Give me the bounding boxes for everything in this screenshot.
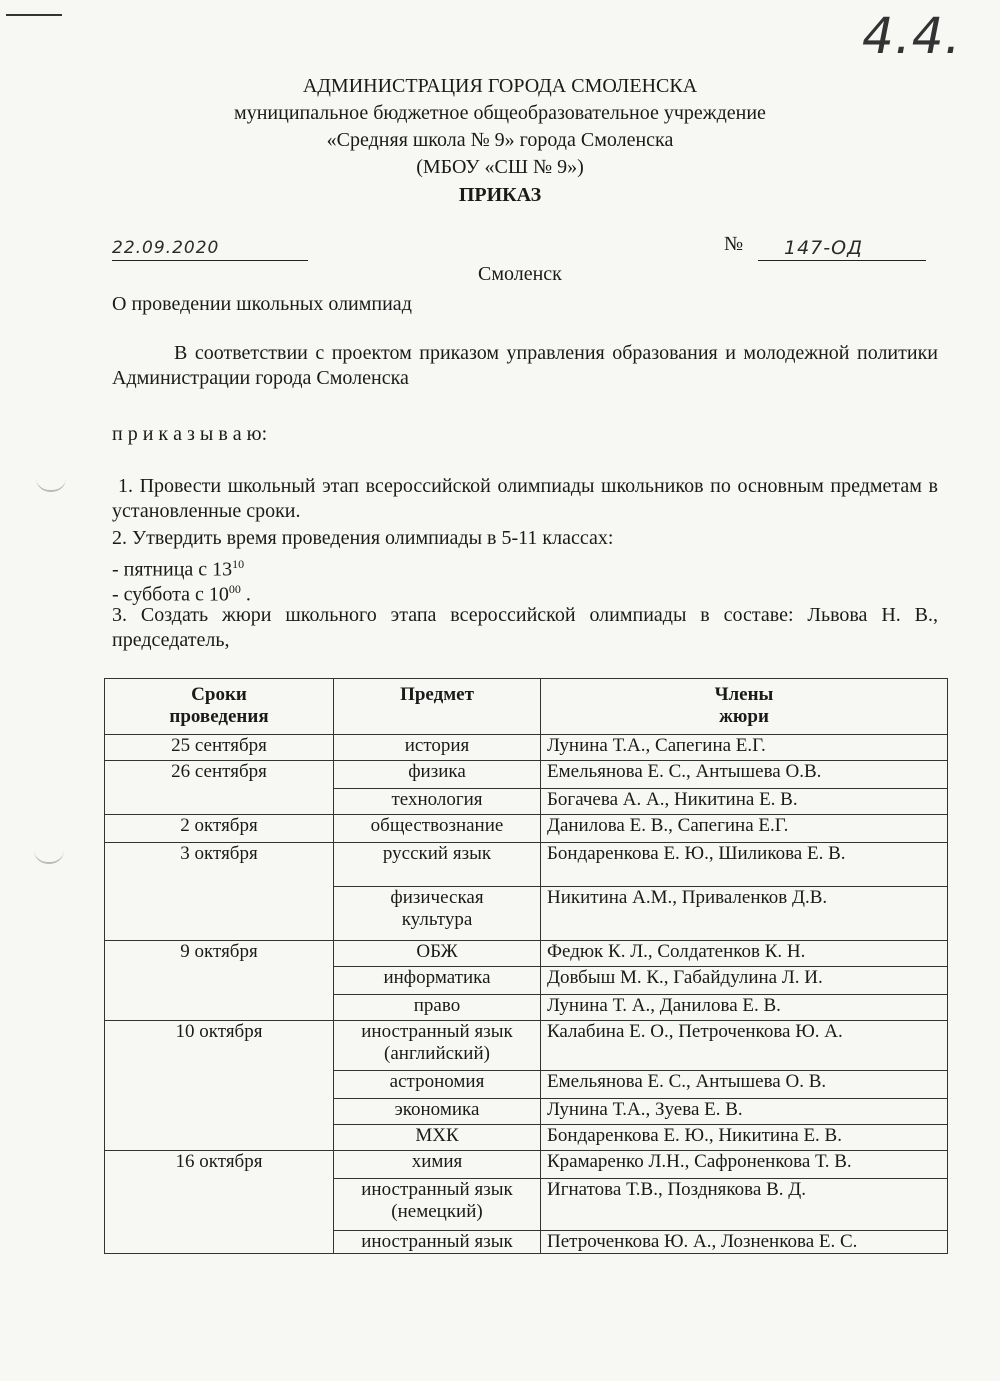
subject-cell: иностранный язык (английский): [334, 1021, 541, 1071]
date-cell: 9 октября: [105, 941, 334, 1021]
item-1-text: 1. Провести школьный этап всероссийской олимпиады школьников по основным предметам в установленные сроки.: [112, 475, 938, 522]
date-cell: 26 сентября: [105, 761, 334, 815]
city: Смоленск: [478, 263, 562, 285]
subject-cell: русский язык: [334, 843, 541, 887]
scan-mark-left-1: [36, 478, 66, 492]
handwritten-corner-mark: 4.4.: [862, 7, 962, 65]
column-header-jury-line-1: Члены: [714, 684, 774, 705]
preamble: [112, 341, 938, 391]
column-header-jury-line-2: жюри: [719, 706, 769, 727]
table-row: [105, 815, 948, 843]
subject-cell: химия: [334, 1151, 541, 1179]
institution-line-1: муниципальное бюджетное общеобразовательное учреждение: [234, 102, 766, 124]
table-row: [105, 1021, 948, 1071]
subject-cell: информатика: [334, 967, 541, 995]
jury-cell: Довбыш М. К., Габайдулина Л. И.: [541, 967, 948, 995]
administration-title: АДМИНИСТРАЦИЯ ГОРОДА СМОЛЕНСКА: [302, 75, 698, 97]
subject-cell: физика: [334, 761, 541, 789]
jury-cell: Крамаренко Л.Н., Сафроненкова Т. В.: [541, 1151, 948, 1179]
item-2-saturday-minutes: 00: [228, 582, 241, 596]
item-2-saturday-end: .: [240, 583, 251, 606]
table-row: [105, 843, 948, 887]
date-field: [112, 236, 308, 261]
jury-cell: Лунина Т.А., Сапегина Е.Г.: [541, 735, 948, 761]
column-header-jury: [541, 679, 948, 735]
jury-cell: Игнатова Т.В., Позднякова В. Д.: [541, 1179, 948, 1231]
item-2-friday-minutes: 10: [232, 557, 245, 571]
jury-cell: Богачева А. А., Никитина Е. В.: [541, 789, 948, 815]
jury-cell: Емельянова Е. С., Антышева О. В.: [541, 1071, 948, 1099]
item-2-saturday-text: - суббота с 10: [112, 583, 229, 606]
institution-line-2: «Средняя школа № 9» города Смоленска: [326, 129, 674, 151]
table-row: [105, 735, 948, 761]
handwritten-date: 22.09.2020: [112, 238, 220, 258]
jury-cell: Бондаренкова Е. Ю., Шиликова Е. В.: [541, 843, 948, 887]
subject-cell: технология: [334, 789, 541, 815]
item-2: 2. Утвердить время проведения олимпиады в 5-11 классах:: [112, 527, 614, 549]
subject-cell: история: [334, 735, 541, 761]
table-row: [105, 1151, 948, 1179]
jury-cell: Емельянова Е. С., Антышева О.В.: [541, 761, 948, 789]
subject-cell: иностранный язык: [334, 1231, 541, 1254]
jury-cell: Бондаренкова Е. Ю., Никитина Е. В.: [541, 1125, 948, 1151]
date-cell: 2 октября: [105, 815, 334, 843]
date-cell: 25 сентября: [105, 735, 334, 761]
jury-cell: Лунина Т. А., Данилова Е. В.: [541, 995, 948, 1021]
column-header-dates: Сроки проведения: [105, 679, 334, 735]
date-cell: 16 октября: [105, 1151, 334, 1254]
date-cell: 3 октября: [105, 843, 334, 941]
table-row: [105, 941, 948, 967]
document-type-title: ПРИКАЗ: [458, 184, 542, 206]
order-word: п р и к а з ы в а ю:: [112, 423, 268, 445]
item-3: [112, 603, 938, 653]
handwritten-number: 147-ОД: [784, 237, 863, 259]
subject-cell: физическая культура: [334, 887, 541, 941]
number-label: №: [724, 233, 744, 255]
jury-table: [104, 678, 948, 1254]
subject-cell: обществознание: [334, 815, 541, 843]
subject-cell: МХК: [334, 1125, 541, 1151]
institution-short-name: (МБОУ «СШ № 9»): [416, 156, 584, 178]
item-1: [112, 474, 938, 524]
order-subject: О проведении школьных олимпиад: [112, 293, 412, 315]
scan-mark-left-2: [34, 850, 64, 864]
table-header-row: [105, 679, 948, 735]
subject-cell: ОБЖ: [334, 941, 541, 967]
jury-cell: Калабина Е. О., Петроченкова Ю. А.: [541, 1021, 948, 1071]
scan-mark-top: [6, 14, 62, 16]
jury-cell: Никитина А.М., Приваленков Д.В.: [541, 887, 948, 941]
item-3-text: 3. Создать жюри школьного этапа всероссийской олимпиады в составе: Львова Н. В., председатель,: [112, 604, 938, 651]
table-row: [105, 761, 948, 789]
subject-cell: астрономия: [334, 1071, 541, 1099]
jury-cell: Данилова Е. В., Сапегина Е.Г.: [541, 815, 948, 843]
jury-cell: Лунина Т.А., Зуева Е. В.: [541, 1099, 948, 1125]
jury-cell: Федюк К. Л., Солдатенков К. Н.: [541, 941, 948, 967]
preamble-text: В соответствии с проектом приказом управления образования и молодежной политики Администрации города Смоленска: [112, 342, 938, 389]
item-2-friday-text: - пятница с 13: [112, 558, 233, 581]
subject-cell: право: [334, 995, 541, 1021]
date-cell: 10 октября: [105, 1021, 334, 1151]
subject-cell: экономика: [334, 1099, 541, 1125]
subject-cell: иностранный язык (немецкий): [334, 1179, 541, 1231]
number-field: [758, 236, 926, 261]
column-header-subject: Предмет: [334, 679, 541, 735]
jury-cell: Петроченкова Ю. А., Лозненкова Е. С.: [541, 1231, 948, 1254]
